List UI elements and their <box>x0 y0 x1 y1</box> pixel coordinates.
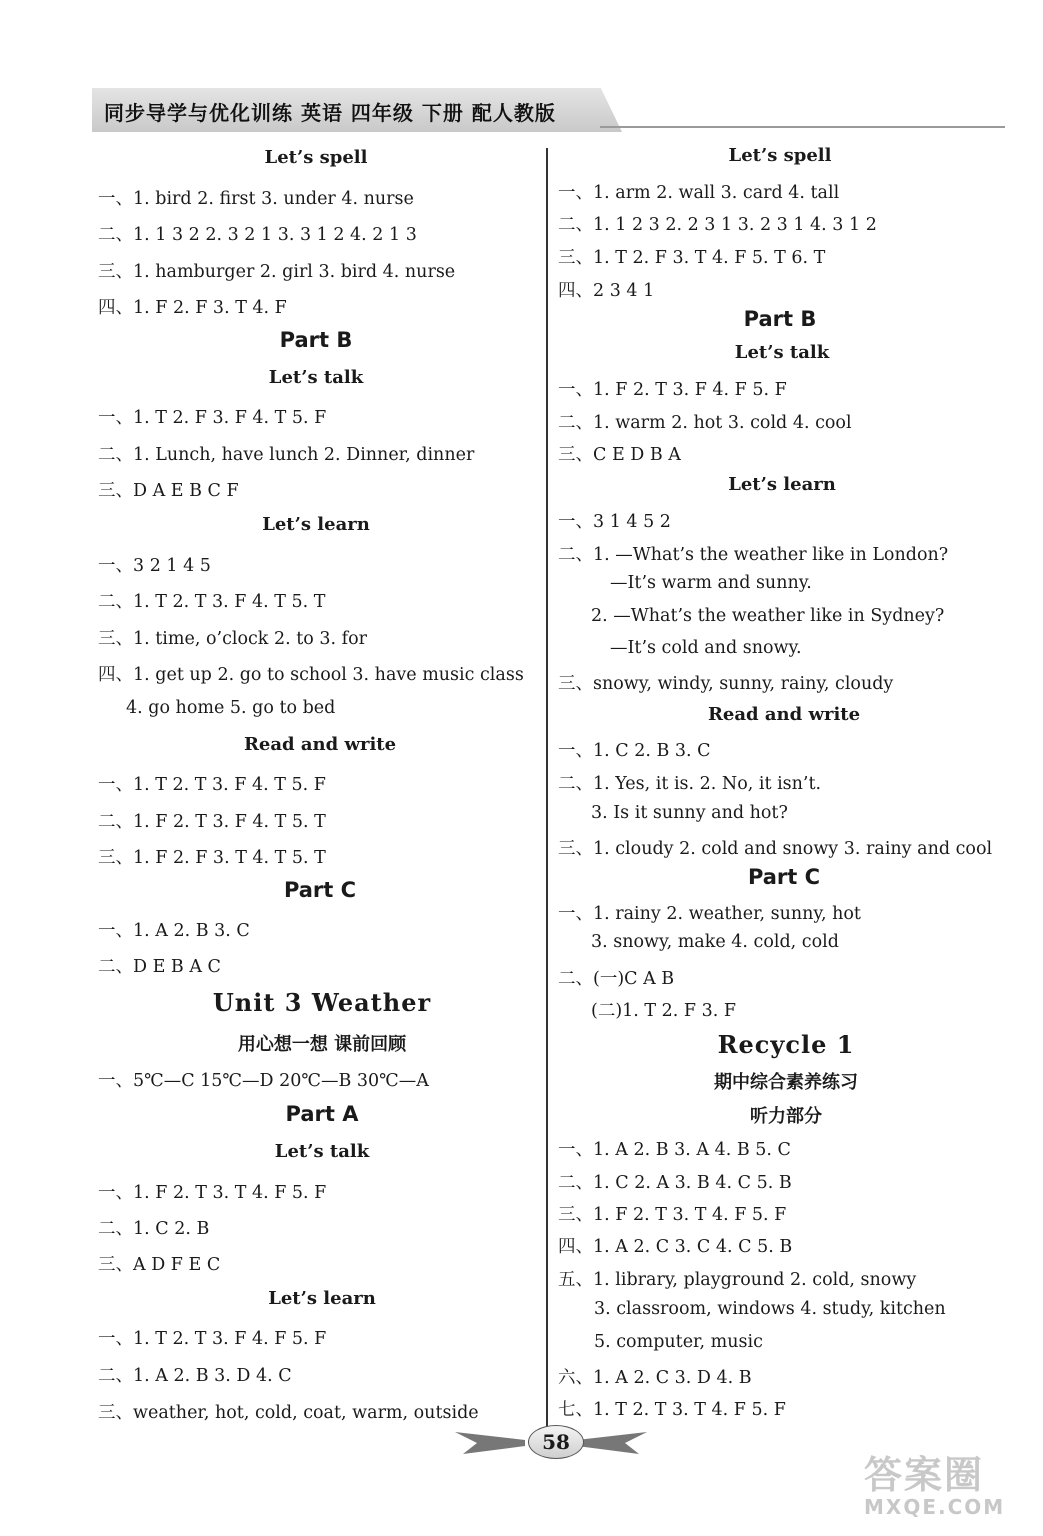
section-heading: Let’s talk <box>734 342 830 363</box>
answer-line: 二、1. Yes, it is. 2. No, it isn’t. <box>558 774 822 794</box>
answer-line: 一、1. rainy 2. weather, sunny, hot <box>558 904 861 924</box>
part-heading: Part B <box>279 328 353 352</box>
book-title: 同步导学与优化训练 英语 四年级 下册 配人教版 <box>104 101 556 125</box>
answer-line: 三、A D F E C <box>98 1255 221 1275</box>
answer-line: 二、1. F 2. T 3. F 4. T 5. T <box>98 812 326 832</box>
answer-line: 二、D E B A C <box>98 957 221 977</box>
part-heading: Part A <box>285 1102 359 1126</box>
answer-line: 三、1. F 2. F 3. T 4. T 5. T <box>98 848 326 868</box>
section-heading: Let’s talk <box>268 367 364 388</box>
answer-line: 三、1. F 2. T 3. T 4. F 5. F <box>558 1205 787 1225</box>
answer-line: 二、1. C 2. A 3. B 4. C 5. B <box>558 1173 792 1193</box>
answer-line: 六、1. A 2. C 3. D 4. B <box>558 1368 752 1388</box>
answer-line: 四、1. A 2. C 3. C 4. C 5. B <box>558 1237 793 1257</box>
review-heading: 用心想一想 课前回顾 <box>237 1034 407 1055</box>
listening-heading: 听力部分 <box>750 1106 822 1127</box>
answer-line: 三、1. T 2. F 3. T 4. F 5. T 6. T <box>558 248 826 268</box>
answer-line: 一、1. F 2. T 3. T 4. F 5. F <box>98 1183 327 1203</box>
answer-line: 三、snowy, windy, sunny, rainy, cloudy <box>558 674 894 694</box>
answer-line: 3. snowy, make 4. cold, cold <box>591 932 839 952</box>
answer-line: 3. Is it sunny and hot? <box>591 803 788 823</box>
answer-line: (二)1. T 2. F 3. F <box>591 1001 737 1021</box>
section-heading: Let’s learn <box>728 474 836 495</box>
answer-line: 七、1. T 2. T 3. T 4. F 5. F <box>558 1400 786 1420</box>
page-number: 58 <box>528 1425 584 1459</box>
answer-line: 三、C E D B A <box>558 445 681 465</box>
answer-line: 一、1. A 2. B 3. C <box>98 921 250 941</box>
recycle-heading: Recycle 1 <box>717 1030 855 1059</box>
answer-line: —It’s warm and sunny. <box>610 573 812 593</box>
answer-line: 一、1. bird 2. first 3. under 4. nurse <box>98 189 414 209</box>
watermark-url: MXQE.COM <box>864 1495 1006 1519</box>
midterm-heading: 期中综合素养练习 <box>714 1072 858 1093</box>
answer-line: 二、1. A 2. B 3. D 4. C <box>98 1366 292 1386</box>
answer-line: 二、1. 1 2 3 2. 2 3 1 3. 2 3 1 4. 3 1 2 <box>558 215 877 235</box>
answer-line: 一、1. A 2. B 3. A 4. B 5. C <box>558 1140 791 1160</box>
part-heading: Part C <box>747 865 821 889</box>
section-heading: Let’s talk <box>274 1141 370 1162</box>
header-rule <box>600 126 1005 128</box>
answer-line: 一、1. arm 2. wall 3. card 4. tall <box>558 183 840 203</box>
answer-line: 三、D A E B C F <box>98 481 239 501</box>
answer-line: 一、3 1 4 5 2 <box>558 512 671 532</box>
answer-line: 2. —What’s the weather like in Sydney? <box>591 606 945 626</box>
answer-line: 四、1. F 2. F 3. T 4. F <box>98 298 287 318</box>
answer-line: 4. go home 5. go to bed <box>126 698 336 718</box>
section-heading: Let’s learn <box>268 1288 376 1309</box>
answer-line: 二、1. 1 3 2 2. 3 2 1 3. 3 1 2 4. 2 1 3 <box>98 225 417 245</box>
answer-line: 一、5℃—C 15℃—D 20℃—B 30℃—A <box>98 1071 429 1091</box>
section-heading: Read and write <box>707 704 861 725</box>
answer-line: 一、1. T 2. T 3. F 4. T 5. F <box>98 775 326 795</box>
answer-line: 一、1. C 2. B 3. C <box>558 741 711 761</box>
answer-line: 一、3 2 1 4 5 <box>98 556 211 576</box>
answer-line: 五、1. library, playground 2. cold, snowy <box>558 1270 917 1290</box>
section-heading: Let’s spell <box>264 147 368 168</box>
answer-line: 四、1. get up 2. go to school 3. have music class <box>98 665 524 685</box>
answer-line: 三、weather, hot, cold, coat, warm, outside <box>98 1403 479 1423</box>
watermark-logo <box>864 1455 1024 1525</box>
answer-line: 三、1. time, o’clock 2. to 3. for <box>98 629 367 649</box>
watermark-text: 答案圈 <box>864 1453 985 1497</box>
answer-line: 5. computer, music <box>594 1332 763 1352</box>
answer-line: 三、1. hamburger 2. girl 3. bird 4. nurse <box>98 262 456 282</box>
part-heading: Part B <box>743 307 817 331</box>
section-heading: Let’s learn <box>262 514 370 535</box>
answer-line: 一、1. F 2. T 3. F 4. F 5. F <box>558 380 787 400</box>
answer-line: 一、1. T 2. F 3. F 4. T 5. F <box>98 408 327 428</box>
answer-line: 3. classroom, windows 4. study, kitchen <box>594 1299 946 1319</box>
answer-line: 二、1. warm 2. hot 3. cold 4. cool <box>558 413 852 433</box>
answer-line: —It’s cold and snowy. <box>610 638 802 658</box>
part-heading: Part C <box>283 878 357 902</box>
column-divider <box>546 148 548 1430</box>
answer-line: 三、1. cloudy 2. cold and snowy 3. rainy and cool <box>558 839 993 859</box>
answer-line: 二、(一)C A B <box>558 969 675 989</box>
answer-line: 四、2 3 4 1 <box>558 281 655 301</box>
section-heading: Read and write <box>243 734 397 755</box>
answer-line: 二、1. C 2. B <box>98 1219 210 1239</box>
unit-heading: Unit 3 Weather <box>212 988 432 1017</box>
answer-line: 二、1. —What’s the weather like in London? <box>558 545 949 565</box>
answer-line: 二、1. T 2. T 3. F 4. T 5. T <box>98 592 326 612</box>
answer-line: 一、1. T 2. T 3. F 4. F 5. F <box>98 1329 327 1349</box>
answer-line: 二、1. Lunch, have lunch 2. Dinner, dinner <box>98 445 475 465</box>
section-heading: Let’s spell <box>728 145 832 166</box>
